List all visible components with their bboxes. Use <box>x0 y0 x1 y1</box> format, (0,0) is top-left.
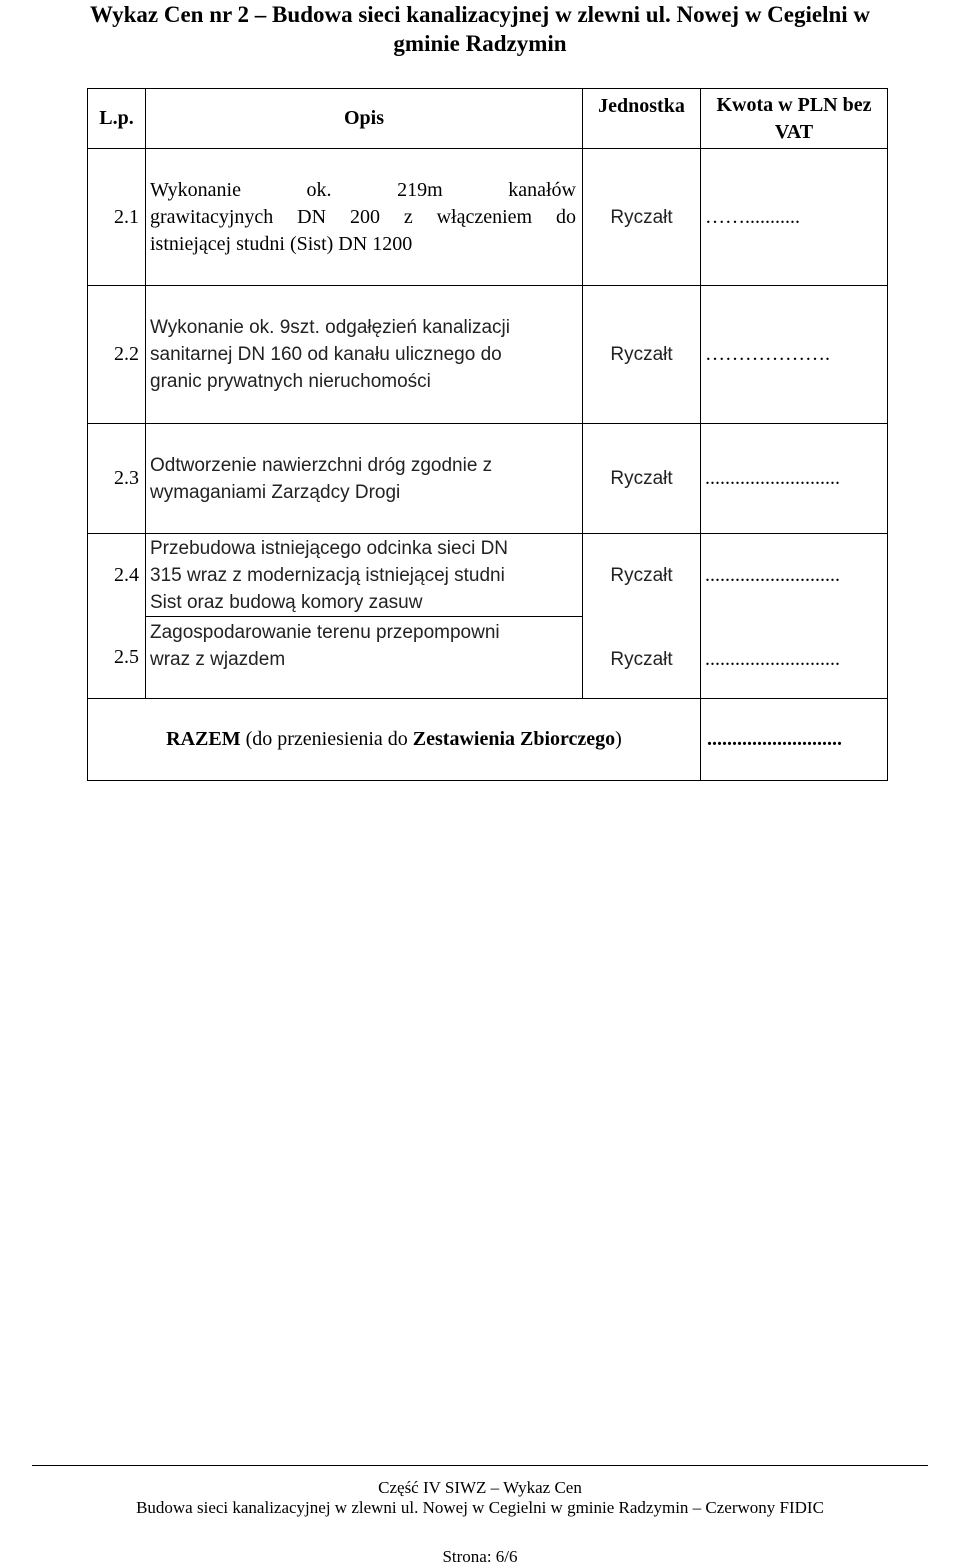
total-label-text: ) <box>615 728 622 750</box>
row-opis-line: Wykonanie ok. 219m kanałów <box>150 178 576 201</box>
table-row <box>88 286 888 424</box>
row-jednostka: Ryczałt <box>583 534 701 617</box>
row-kwota: ………………. <box>701 286 888 424</box>
total-label-bold: Zestawienia Zbiorczego <box>412 728 616 750</box>
row-kwota: ........................... <box>701 534 888 617</box>
row-lp: 2.2 <box>88 286 146 424</box>
row-lp: 2.3 <box>88 424 146 534</box>
row-opis-line: grawitacyjnych DN 200 z włączeniem do <box>150 205 576 228</box>
page-number: Strona: 6/6 <box>442 1547 518 1566</box>
row-opis-line: granic prywatnych nieruchomości <box>150 371 431 392</box>
total-label <box>88 699 701 781</box>
row-jednostka: Ryczałt <box>583 424 701 534</box>
row-opis-line: wraz z wjazdem <box>150 649 286 670</box>
row-opis-line: Przebudowa istniejącego odcinka sieci DN <box>150 537 509 559</box>
total-label-text: (do przeniesienia do <box>240 728 413 750</box>
table-row <box>88 534 888 617</box>
header-kwota: Kwota w PLN bez VAT <box>701 89 888 149</box>
header-lp: L.p. <box>88 89 146 149</box>
price-table <box>87 88 888 781</box>
total-row <box>88 699 888 781</box>
row-kwota: ........................... <box>701 617 888 699</box>
row-lp: 2.5 <box>88 617 146 699</box>
table-row <box>88 617 888 699</box>
row-jednostka: Ryczałt <box>583 149 701 286</box>
table-row <box>88 424 888 534</box>
row-lp: 2.1 <box>88 149 146 286</box>
row-opis-line: Zagospodarowanie terenu przepompowni <box>150 622 500 643</box>
row-lp: 2.4 <box>88 534 146 617</box>
document-title-line-1: Wykaz Cen nr 2 – Budowa sieci kanalizacyjnej w zlewni ul. Nowej w Cegielni w <box>89 2 871 27</box>
document-title-line-2: gminie Radzymin <box>393 31 567 56</box>
total-value: ........................... <box>701 699 888 781</box>
row-jednostka: Ryczałt <box>583 286 701 424</box>
table-header-row <box>88 89 888 149</box>
row-kwota: ……........... <box>701 149 888 286</box>
row-opis <box>146 534 583 617</box>
header-opis: Opis <box>146 89 583 149</box>
row-opis <box>146 286 583 424</box>
row-opis-line: wymaganiami Zarządcy Drogi <box>150 481 401 503</box>
row-kwota: ........................... <box>701 424 888 534</box>
footer-line-2: Budowa sieci kanalizacyjnej w zlewni ul. Nowej w Cegielni w gminie Radzymin – Czerwony FIDIC <box>136 1498 824 1517</box>
row-opis-line: istniejącej studni (Sist) DN 1200 <box>150 232 413 255</box>
row-jednostka: Ryczałt <box>583 617 701 699</box>
row-opis-line: 315 wraz z modernizacją istniejącej studni <box>150 564 505 586</box>
row-opis-line: sanitarnej DN 160 od kanału ulicznego do <box>150 344 502 365</box>
row-opis <box>146 617 583 699</box>
row-opis-line: Wykonanie ok. 9szt. odgałęzień kanalizacji <box>150 317 510 338</box>
footer-divider <box>32 1465 928 1466</box>
document-title <box>0 0 960 58</box>
row-opis-line: Odtworzenie nawierzchni dróg zgodnie z <box>150 454 493 476</box>
footer-line-1: Część IV SIWZ – Wykaz Cen <box>378 1478 582 1497</box>
row-opis <box>146 424 583 534</box>
table-row <box>88 149 888 286</box>
total-label-bold: RAZEM <box>166 728 241 750</box>
row-opis <box>146 149 583 286</box>
header-jednostka: Jednostka <box>583 89 701 149</box>
row-opis-line: Sist oraz budową komory zasuw <box>150 591 423 613</box>
